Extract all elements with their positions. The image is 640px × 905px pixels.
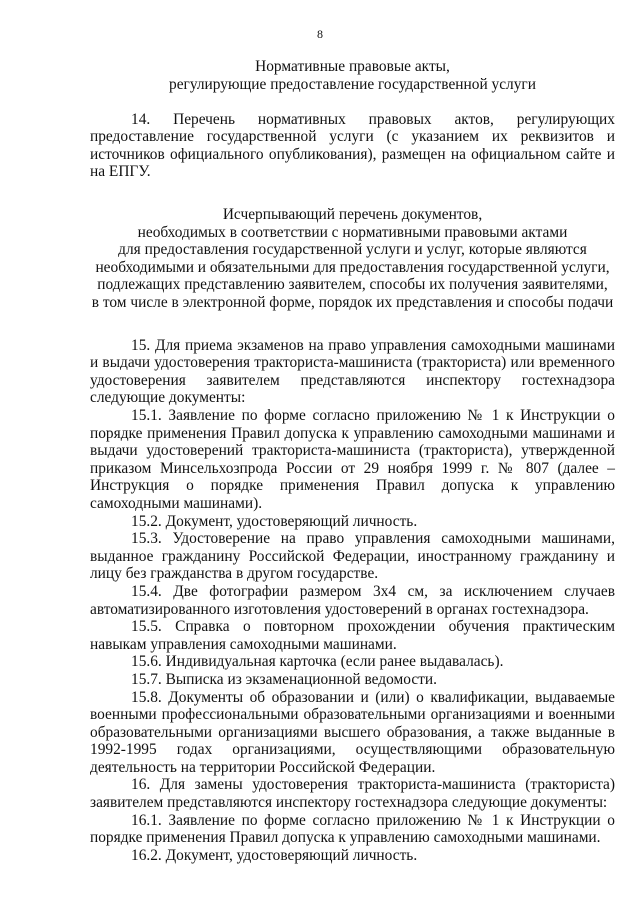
section-heading-documents-list (90, 206, 615, 312)
paragraph-15: 15. Для приема экзаменов на право управления самоходными машинами и выдачи удостоверения тракториста-машиниста (тракториста) или временного удостоверения заявителем представляются инспектору гостехнадзора следующие документы: (90, 336, 615, 407)
paragraph-15-5: 15.5. Справка о повторном прохождении обучения практическим навыкам управления самоходными машинами. (90, 618, 615, 653)
page-content (90, 58, 615, 864)
paragraph-16-2: 16.2. Документ, удостоверяющий личность. (131, 846, 418, 864)
heading-line: в том числе в электронной форме, порядок их представления и способы подачи (91, 294, 614, 312)
heading-line: регулирующие предоставление государственной услуги (169, 75, 536, 93)
heading-line: подлежащих представлению заявителем, способы их получения заявителями, (97, 276, 608, 294)
paragraph-15-8: 15.8. Документы об образовании и (или) о квалификации, выдаваемые военными профессиональными образовательными организациями и военными образовательными организациями высшего образования, а также выданные в 1992-1995 годах организациями, осуществляющими образовательную деятельность на территории Российской Федерации. (90, 688, 615, 776)
section-heading-legal-acts (90, 58, 615, 93)
heading-line: Исчерпывающий перечень документов, (222, 206, 483, 224)
paragraph-15-4: 15.4. Две фотографии размером 3х4 см, за исключением случаев автоматизированного изготовления удостоверений в органах гостехнадзора. (90, 582, 615, 618)
paragraph-14: 14. Перечень нормативных правовых актов, регулирующих предоставление государственной услуги (с указанием их реквизитов и источников официального опубликования), размещен на официальном сайте и на ЕПГУ. (90, 110, 615, 181)
page-number: 8 (317, 27, 323, 41)
heading-line: необходимых в соответствии с нормативными правовыми актами (137, 223, 568, 241)
paragraph-15-7: 15.7. Выписка из экзаменационной ведомости. (131, 670, 437, 688)
paragraph-15-3: 15.3. Удостоверение на право управления самоходными машинами, выданное гражданину Российской Федерации, иностранному гражданину и лицу без гражданства в другом государстве. (90, 530, 615, 583)
paragraph-15-2: 15.2. Документ, удостоверяющий личность. (131, 512, 418, 530)
paragraph-16: 16. Для замены удостоверения тракториста-машиниста (тракториста) заявителем представляются инспектору гостехнадзора следующие документы: (90, 776, 615, 812)
heading-line: необходимыми и обязательными для предоставления государственной услуги, (95, 258, 610, 276)
paragraph-16-1: 16.1. Заявление по форме согласно приложению № 1 к Инструкции о порядке применения Правил допуска к управлению самоходными машинами. (90, 811, 615, 847)
paragraph-15-6: 15.6. Индивидуальная карточка (если ранее выдавалась). (131, 653, 504, 671)
heading-line: для предоставления государственной услуги и услуг, которые являются (118, 241, 587, 259)
paragraph-15-1: 15.1. Заявление по форме согласно приложению № 1 к Инструкции о порядке применения Правил допуска к управлению самоходными машинами и выдачи удостоверений тракториста-машиниста (тракториста), утвержденной приказом Минсельхозпрода России от 29 ноября 1999 г. № 807 (далее – Инструкция о порядке применения Правил допуска к управлению самоходными машинами). (90, 407, 615, 512)
heading-line: Нормативные правовые акты, (255, 58, 450, 75)
